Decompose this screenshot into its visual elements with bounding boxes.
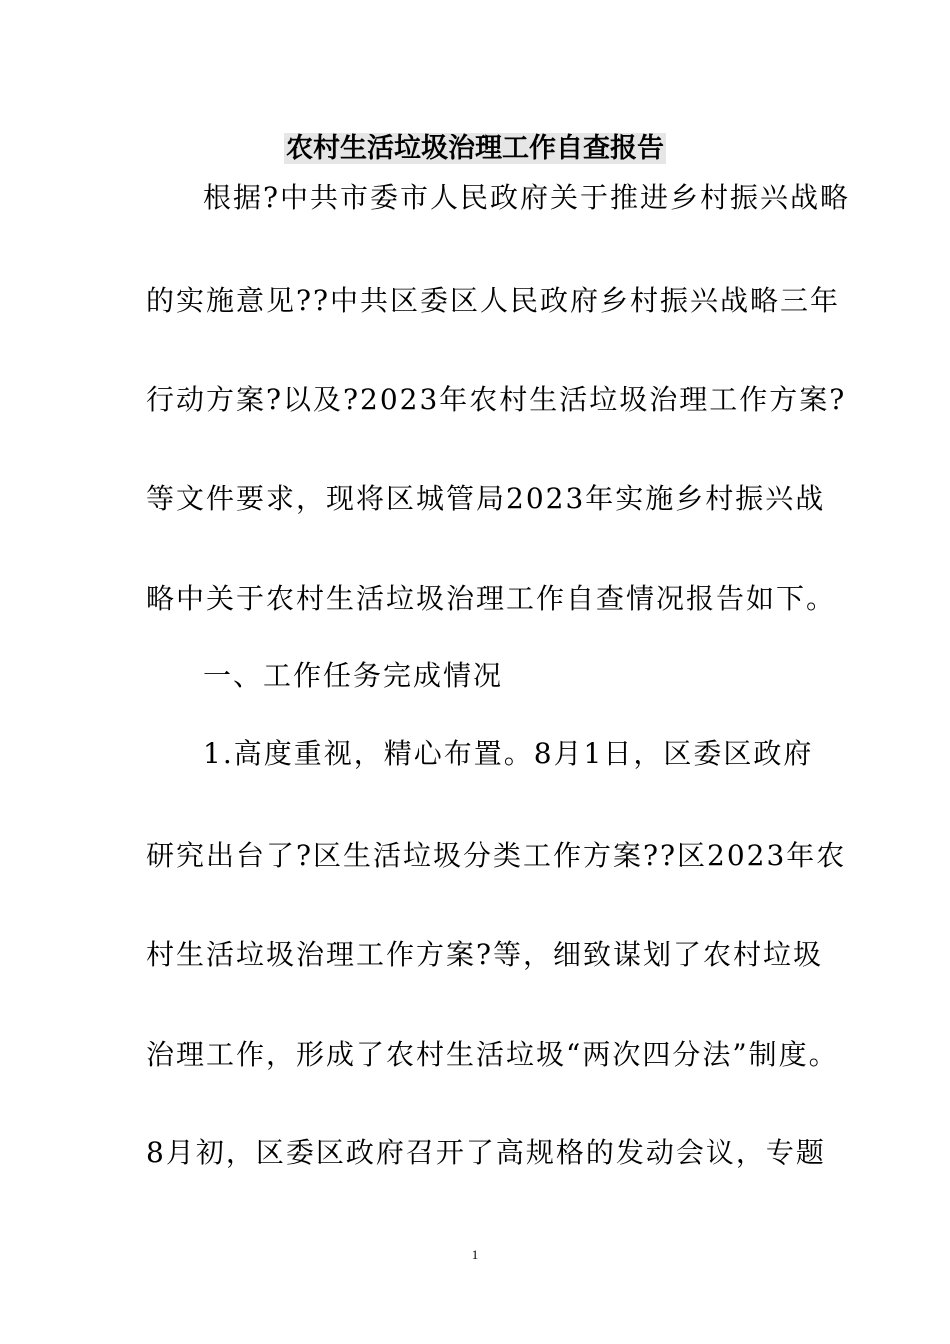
body-line-7: 1.高度重视，精心布置。8月1日，区委区政府 bbox=[203, 737, 814, 770]
body-line-2: 的实施意见??中共区委区人民政府乡村振兴战略三年 bbox=[146, 284, 841, 317]
body-line-9: 村生活垃圾治理工作方案?等，细致谋划了农村垃圾 bbox=[146, 938, 824, 971]
body-line-8: 研究出台了?区生活垃圾分类工作方案??区2023年农 bbox=[146, 839, 847, 872]
body-line-3: 行动方案?以及?2023年农村生活垃圾治理工作方案? bbox=[146, 383, 847, 416]
body-line-10: 治理工作，形成了农村生活垃圾“两次四分法”制度。 bbox=[146, 1038, 839, 1071]
body-line-1: 根据?中共市委市人民政府关于推进乡村振兴战略 bbox=[203, 181, 851, 214]
body-line-5: 略中关于农村生活垃圾治理工作自查情况报告如下。 bbox=[146, 582, 837, 615]
document-title bbox=[0, 131, 950, 167]
body-line-11: 8月初，区委区政府召开了高规格的发动会议，专题 bbox=[146, 1136, 826, 1169]
body-line-4: 等文件要求，现将区城管局2023年实施乡村振兴战 bbox=[146, 482, 826, 515]
page-number: 1 bbox=[471, 1247, 479, 1262]
document-title-text: 农村生活垃圾治理工作自查报告 bbox=[286, 133, 664, 164]
section-heading: 一、工作任务完成情况 bbox=[203, 659, 504, 692]
